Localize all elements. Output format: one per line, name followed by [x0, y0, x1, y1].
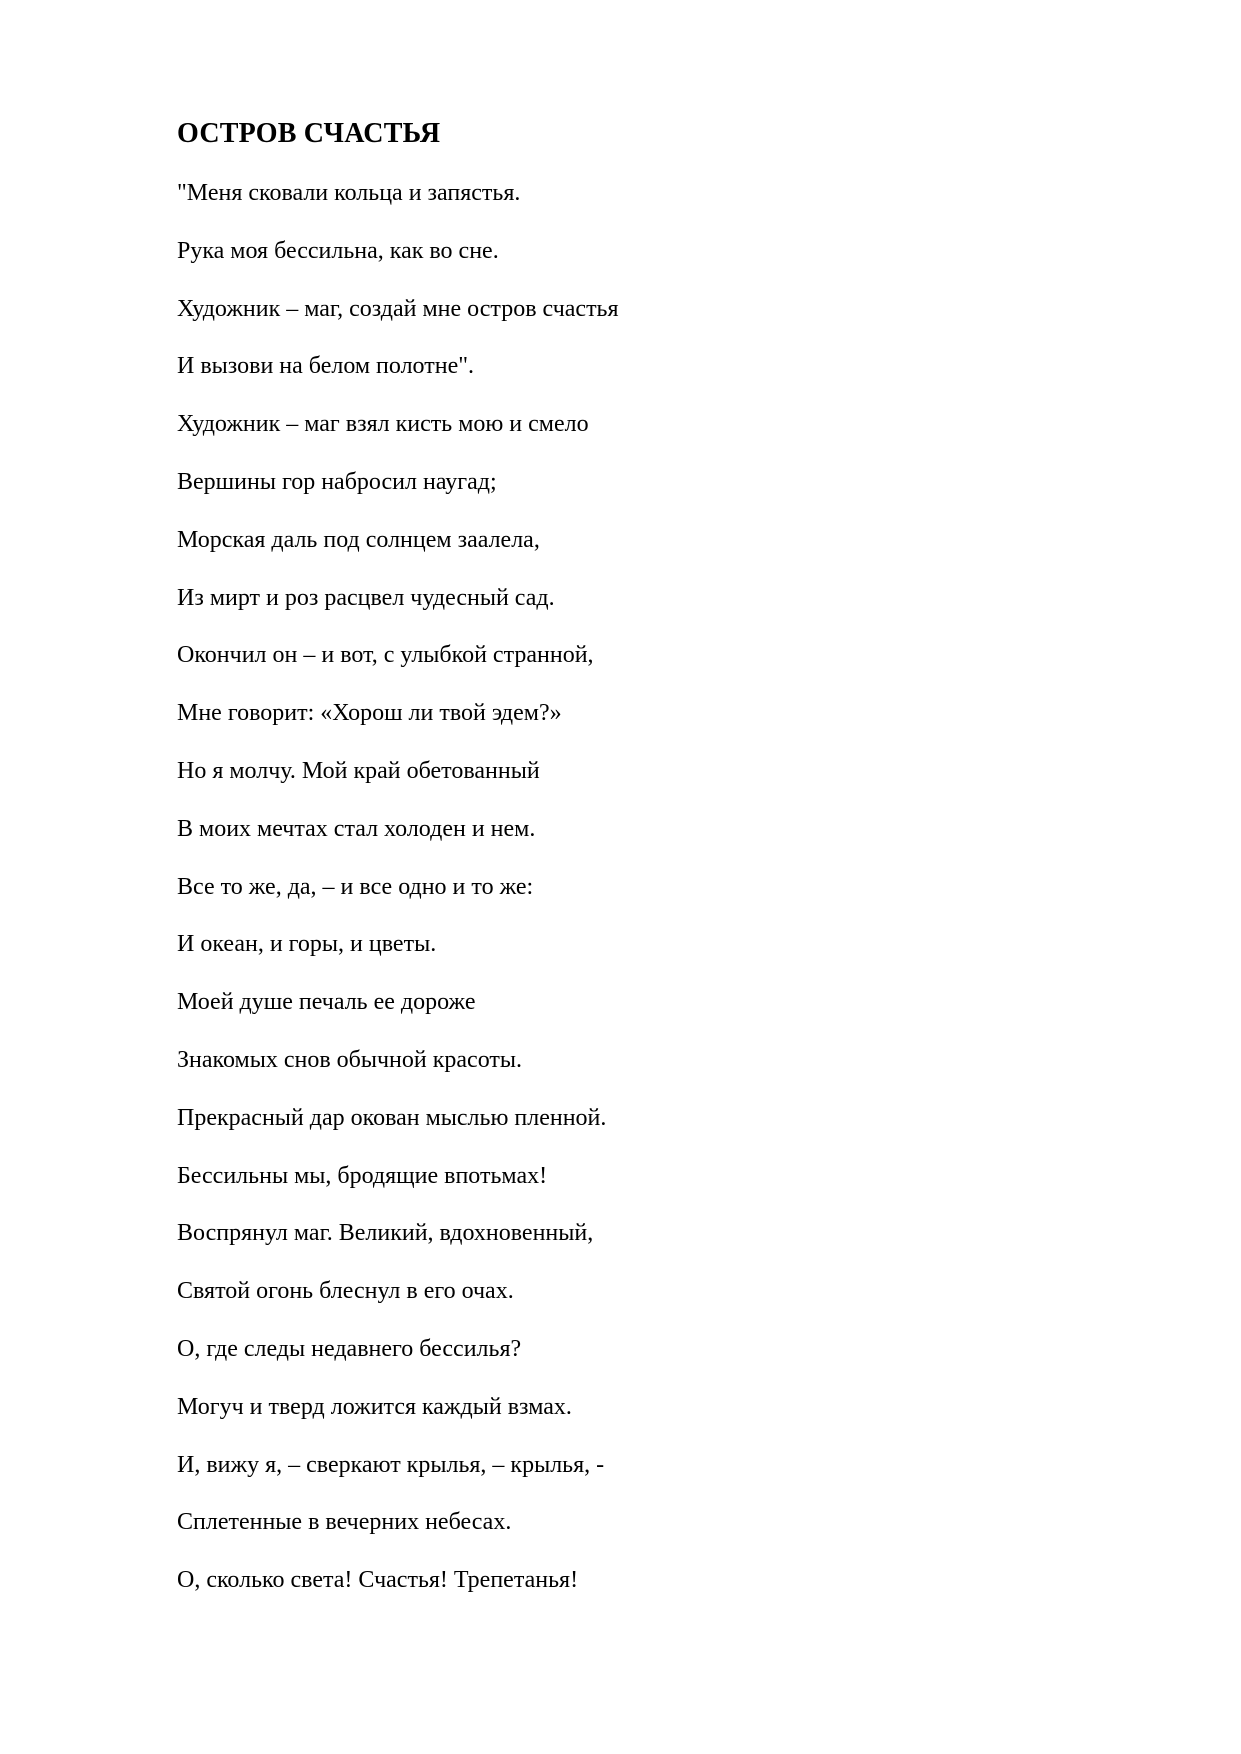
poem-line: И вызови на белом полотне".: [177, 353, 475, 380]
poem-line: В моих мечтах стал холоден и нем.: [177, 815, 536, 842]
poem-line: Знакомых снов обычной красоты.: [177, 1046, 522, 1073]
poem-line: Из мирт и роз расцвел чудесный сад.: [177, 584, 555, 611]
poem-line: Мне говорит: «Хорош ли твой эдем?»: [177, 700, 562, 727]
poem-line: "Меня сковали кольца и запястья.: [177, 180, 521, 206]
poem-line: Сплетенные в вечерних небесах.: [177, 1509, 512, 1536]
poem-line: И, вижу я, – сверкают крылья, – крылья, -: [177, 1451, 605, 1478]
poem-line: Могуч и тверд ложится каждый взмах.: [177, 1393, 572, 1420]
poem-line: Морская даль под солнцем заалела,: [177, 526, 540, 553]
poem-line: Прекрасный дар окован мыслью пленной.: [177, 1104, 607, 1131]
poem-line: Но я молчу. Мой край обетованный: [177, 757, 540, 784]
poem-line: О, где следы недавнего бессилья?: [177, 1335, 522, 1362]
poem-title: ОСТРОВ СЧАСТЬЯ: [177, 118, 441, 149]
poem-line: Моей душе печаль ее дороже: [177, 989, 476, 1016]
poem-line: Бессильны мы, бродящие впотьмах!: [177, 1162, 548, 1189]
poem-line: Воспрянул маг. Великий, вдохновенный,: [177, 1220, 594, 1247]
poem-line: Вершины гор набросил наугад;: [177, 468, 497, 495]
poem-line: Святой огонь блеснул в его очах.: [177, 1278, 514, 1305]
poem-line: Художник – маг взял кисть мою и смело: [177, 411, 589, 438]
poem-line: Художник – маг, создай мне остров счастья: [177, 295, 619, 322]
poem-body: [177, 173, 619, 1618]
poem-line: Окончил он – и вот, с улыбкой странной,: [177, 642, 594, 669]
poem-line: Рука моя бессильна, как во сне.: [177, 237, 499, 264]
poem-line: И океан, и горы, и цветы.: [177, 931, 437, 958]
poem-line: Все то же, да, – и все одно и то же:: [177, 873, 534, 900]
poem-line: О, сколько света! Счастья! Трепетанья!: [177, 1567, 579, 1594]
